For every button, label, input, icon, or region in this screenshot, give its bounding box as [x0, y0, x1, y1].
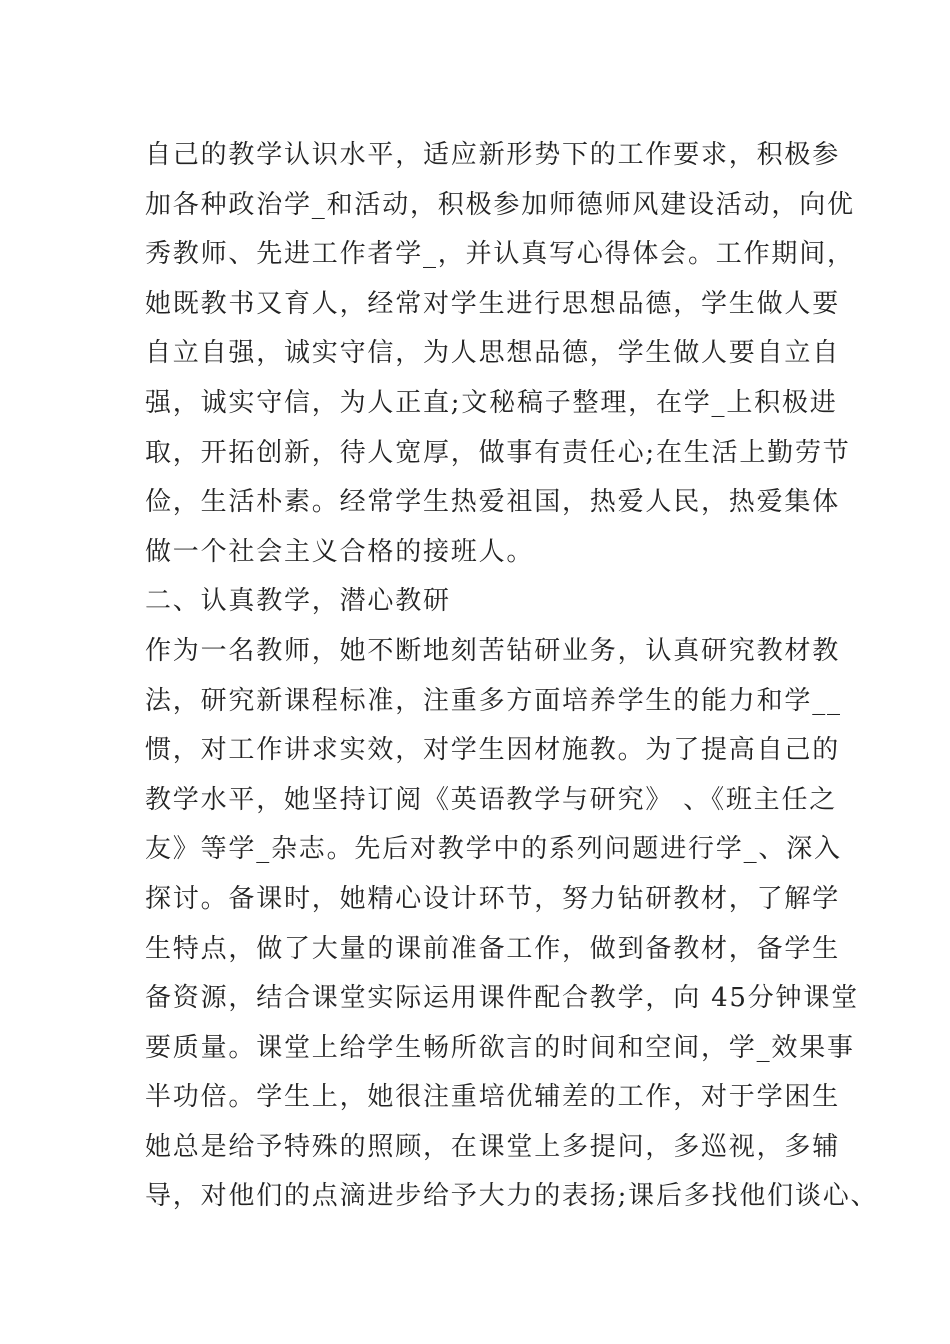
- text-line: 做一个社会主义合格的接班人。: [145, 536, 535, 567]
- text-line: 取，开拓创新，待人宽厚，做事有责任心;在生活上勤劳节: [145, 437, 851, 468]
- text-line: 教学水平，她坚持订阅《英语教学与研究》 、《班主任之: [145, 784, 838, 815]
- text-line: 强，诚实守信，为人正直;文秘稿子整理，在学_上积极进: [145, 387, 838, 418]
- text-line: 导，对他们的点滴进步给予大力的表扬;课后多找他们谈心、: [145, 1181, 879, 1212]
- text-line: 俭，生活朴素。经常学生热爱祖国，热爱人民，热爱集体: [145, 487, 841, 518]
- text-line: 备资源，结合课堂实际运用课件配合教学，向 45分钟课堂: [145, 983, 859, 1014]
- section-heading: 二、认真教学，潜心教研: [145, 586, 451, 617]
- body-text: [145, 131, 879, 1222]
- text-line: 友》等学_杂志。先后对教学中的系列问题进行学_、深入: [145, 834, 842, 865]
- text-line: 要质量。课堂上给学生畅所欲言的时间和空间，学_效果事: [145, 1032, 855, 1063]
- text-line: 探讨。备课时，她精心设计环节，努力钻研教材，了解学: [145, 883, 841, 914]
- text-line: 自己的教学认识水平，适应新形势下的工作要求，积极参: [145, 140, 841, 170]
- text-line: 半功倍。学生上，她很注重培优辅差的工作，对于学困生: [145, 1082, 841, 1113]
- text-line: 秀教师、先进工作者学_，并认真写心得体会。工作期间，: [145, 239, 855, 270]
- text-line: 法，研究新课程标准，注重多方面培养学生的能力和学__: [145, 685, 842, 716]
- text-line: 作为一名教师，她不断地刻苦钻研业务，认真研究教材教: [145, 635, 841, 666]
- text-line: 生特点，做了大量的课前准备工作，做到备教材，备学生: [145, 933, 841, 964]
- text-line: 加各种政治学_和活动，积极参加师德师风建设活动，向优: [145, 189, 855, 220]
- text-line: 她总是给予特殊的照顾，在课堂上多提问，多巡视，多辅: [145, 1131, 841, 1162]
- text-line: 她既教书又育人，经常对学生进行思想品德，学生做人要: [145, 288, 841, 319]
- text-line: 惯，对工作讲求实效，对学生因材施教。为了提高自己的: [145, 735, 841, 766]
- text-line: 自立自强，诚实守信，为人思想品德，学生做人要自立自: [145, 338, 841, 369]
